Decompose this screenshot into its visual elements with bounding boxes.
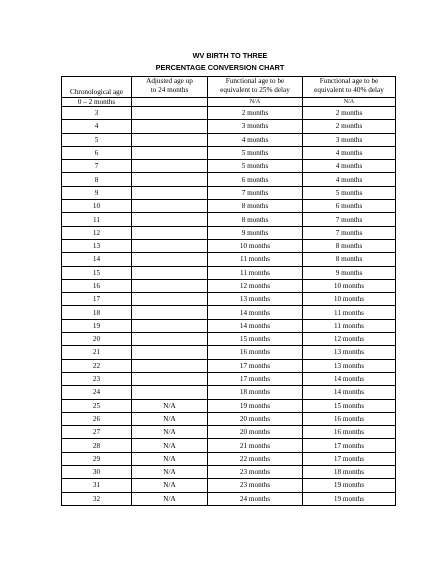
cell-functional-25: 8 months bbox=[208, 200, 303, 213]
document-subtitle: PERCENTAGE CONVERSION CHART bbox=[155, 63, 285, 72]
cell-functional-40: 5 months bbox=[303, 186, 396, 199]
cell-chronological-age: 19 bbox=[62, 319, 132, 332]
cell-adjusted-age bbox=[132, 133, 208, 146]
cell-functional-25: 11 months bbox=[208, 253, 303, 266]
cell-functional-40: 14 months bbox=[303, 386, 396, 399]
cell-adjusted-age bbox=[132, 186, 208, 199]
cell-adjusted-age bbox=[132, 359, 208, 372]
cell-functional-40: 16 months bbox=[303, 426, 396, 439]
table-row bbox=[62, 372, 396, 385]
cell-functional-25: 10 months bbox=[208, 239, 303, 252]
cell-functional-25: 23 months bbox=[208, 466, 303, 479]
cell-functional-25: 20 months bbox=[208, 426, 303, 439]
cell-functional-25: 21 months bbox=[208, 439, 303, 452]
cell-functional-25: 20 months bbox=[208, 412, 303, 425]
cell-functional-40: 6 months bbox=[303, 200, 396, 213]
cell-functional-40: 19 months bbox=[303, 492, 396, 505]
cell-functional-40: 10 months bbox=[303, 279, 396, 292]
cell-adjusted-age: N/A bbox=[132, 466, 208, 479]
cell-chronological-age: 23 bbox=[62, 372, 132, 385]
header-functional-25-line2: equivalent to 25% delay bbox=[220, 86, 290, 94]
table-row bbox=[62, 319, 396, 332]
cell-functional-25: 2 months bbox=[208, 107, 303, 120]
cell-adjusted-age bbox=[132, 98, 208, 107]
cell-adjusted-age bbox=[132, 173, 208, 186]
cell-chronological-age: 22 bbox=[62, 359, 132, 372]
cell-adjusted-age bbox=[132, 386, 208, 399]
table-row bbox=[62, 386, 396, 399]
cell-adjusted-age bbox=[132, 266, 208, 279]
cell-adjusted-age bbox=[132, 253, 208, 266]
cell-chronological-age: 6 bbox=[62, 146, 132, 159]
table-row bbox=[62, 186, 396, 199]
cell-functional-40: 2 months bbox=[303, 120, 396, 133]
table-header bbox=[62, 77, 396, 98]
cell-chronological-age: 27 bbox=[62, 426, 132, 439]
table-row bbox=[62, 452, 396, 465]
cell-functional-25: 5 months bbox=[208, 146, 303, 159]
table-row bbox=[62, 173, 396, 186]
cell-chronological-age: 20 bbox=[62, 333, 132, 346]
cell-adjusted-age bbox=[132, 160, 208, 173]
table-row bbox=[62, 359, 396, 372]
cell-chronological-age: 32 bbox=[62, 492, 132, 505]
table-row bbox=[62, 133, 396, 146]
header-adjusted-age bbox=[132, 77, 208, 98]
cell-functional-40: N/A bbox=[303, 98, 396, 107]
table-row bbox=[62, 479, 396, 492]
cell-adjusted-age bbox=[132, 239, 208, 252]
cell-adjusted-age bbox=[132, 319, 208, 332]
table-row bbox=[62, 120, 396, 133]
cell-functional-25: 23 months bbox=[208, 479, 303, 492]
cell-functional-40: 2 months bbox=[303, 107, 396, 120]
header-chronological-age bbox=[62, 77, 132, 98]
cell-functional-25: 19 months bbox=[208, 399, 303, 412]
table-row bbox=[62, 266, 396, 279]
cell-chronological-age: 31 bbox=[62, 479, 132, 492]
cell-functional-40: 19 months bbox=[303, 479, 396, 492]
cell-functional-40: 4 months bbox=[303, 146, 396, 159]
cell-chronological-age: 8 bbox=[62, 173, 132, 186]
table-row bbox=[62, 160, 396, 173]
cell-functional-25: 14 months bbox=[208, 306, 303, 319]
cell-adjusted-age bbox=[132, 107, 208, 120]
cell-chronological-age: 14 bbox=[62, 253, 132, 266]
cell-chronological-age: 15 bbox=[62, 266, 132, 279]
table-row bbox=[62, 426, 396, 439]
table-row bbox=[62, 200, 396, 213]
table-row bbox=[62, 107, 396, 120]
cell-functional-40: 9 months bbox=[303, 266, 396, 279]
cell-functional-40: 7 months bbox=[303, 226, 396, 239]
cell-adjusted-age: N/A bbox=[132, 452, 208, 465]
cell-functional-40: 4 months bbox=[303, 173, 396, 186]
cell-chronological-age: 21 bbox=[62, 346, 132, 359]
cell-functional-25: 24 months bbox=[208, 492, 303, 505]
cell-functional-25: 16 months bbox=[208, 346, 303, 359]
cell-chronological-age: 24 bbox=[62, 386, 132, 399]
cell-functional-25: 7 months bbox=[208, 186, 303, 199]
cell-chronological-age: 10 bbox=[62, 200, 132, 213]
table-row bbox=[62, 346, 396, 359]
document-header bbox=[0, 50, 440, 74]
cell-adjusted-age bbox=[132, 372, 208, 385]
header-functional-40-line1: Functional age to be bbox=[319, 77, 379, 85]
cell-chronological-age: 9 bbox=[62, 186, 132, 199]
table-row bbox=[62, 293, 396, 306]
cell-functional-40: 13 months bbox=[303, 346, 396, 359]
cell-functional-25: 11 months bbox=[208, 266, 303, 279]
cell-functional-25: 8 months bbox=[208, 213, 303, 226]
cell-adjusted-age bbox=[132, 293, 208, 306]
cell-functional-25: 9 months bbox=[208, 226, 303, 239]
cell-functional-25: 5 months bbox=[208, 160, 303, 173]
cell-functional-25: 17 months bbox=[208, 359, 303, 372]
table-row bbox=[62, 279, 396, 292]
cell-chronological-age: 25 bbox=[62, 399, 132, 412]
cell-functional-40: 8 months bbox=[303, 239, 396, 252]
cell-adjusted-age bbox=[132, 226, 208, 239]
table-row bbox=[62, 226, 396, 239]
cell-functional-40: 12 months bbox=[303, 333, 396, 346]
cell-chronological-age: 26 bbox=[62, 412, 132, 425]
table-row bbox=[62, 399, 396, 412]
cell-adjusted-age bbox=[132, 213, 208, 226]
cell-adjusted-age: N/A bbox=[132, 412, 208, 425]
cell-chronological-age: 17 bbox=[62, 293, 132, 306]
cell-chronological-age: 13 bbox=[62, 239, 132, 252]
cell-functional-25: 6 months bbox=[208, 173, 303, 186]
cell-chronological-age: 5 bbox=[62, 133, 132, 146]
header-adjusted-age-line1: Adjusted age up bbox=[146, 77, 193, 85]
cell-functional-40: 14 months bbox=[303, 372, 396, 385]
cell-chronological-age: 12 bbox=[62, 226, 132, 239]
cell-functional-25: 17 months bbox=[208, 372, 303, 385]
cell-functional-25: N/A bbox=[208, 98, 303, 107]
cell-adjusted-age bbox=[132, 306, 208, 319]
cell-functional-40: 11 months bbox=[303, 319, 396, 332]
cell-adjusted-age: N/A bbox=[132, 479, 208, 492]
header-functional-25-line1: Functional age to be bbox=[225, 77, 285, 85]
cell-chronological-age: 7 bbox=[62, 160, 132, 173]
cell-adjusted-age: N/A bbox=[132, 439, 208, 452]
cell-functional-25: 13 months bbox=[208, 293, 303, 306]
cell-functional-25: 22 months bbox=[208, 452, 303, 465]
table-row bbox=[62, 253, 396, 266]
table-body bbox=[62, 98, 396, 506]
cell-chronological-age: 30 bbox=[62, 466, 132, 479]
cell-functional-25: 3 months bbox=[208, 120, 303, 133]
cell-functional-25: 14 months bbox=[208, 319, 303, 332]
cell-functional-40: 4 months bbox=[303, 160, 396, 173]
cell-functional-40: 10 months bbox=[303, 293, 396, 306]
cell-functional-40: 13 months bbox=[303, 359, 396, 372]
cell-functional-40: 15 months bbox=[303, 399, 396, 412]
cell-adjusted-age bbox=[132, 146, 208, 159]
cell-adjusted-age bbox=[132, 333, 208, 346]
table-row bbox=[62, 239, 396, 252]
table-row bbox=[62, 412, 396, 425]
cell-chronological-age: 18 bbox=[62, 306, 132, 319]
cell-functional-25: 15 months bbox=[208, 333, 303, 346]
cell-adjusted-age: N/A bbox=[132, 426, 208, 439]
table-row-first bbox=[62, 98, 396, 107]
cell-functional-25: 18 months bbox=[208, 386, 303, 399]
table-row bbox=[62, 466, 396, 479]
cell-functional-40: 3 months bbox=[303, 133, 396, 146]
cell-functional-25: 4 months bbox=[208, 133, 303, 146]
table-row bbox=[62, 492, 396, 505]
cell-functional-25: 12 months bbox=[208, 279, 303, 292]
cell-functional-40: 17 months bbox=[303, 439, 396, 452]
cell-chronological-age: 3 bbox=[62, 107, 132, 120]
table-row bbox=[62, 439, 396, 452]
cell-functional-40: 16 months bbox=[303, 412, 396, 425]
cell-functional-40: 11 months bbox=[303, 306, 396, 319]
header-row bbox=[62, 77, 396, 98]
table-row bbox=[62, 213, 396, 226]
cell-chronological-age: 29 bbox=[62, 452, 132, 465]
cell-chronological-age: 16 bbox=[62, 279, 132, 292]
cell-adjusted-age bbox=[132, 346, 208, 359]
cell-chronological-age: 11 bbox=[62, 213, 132, 226]
header-functional-25 bbox=[208, 77, 303, 98]
header-adjusted-age-line2: to 24 months bbox=[150, 86, 189, 94]
header-functional-40-line2: equivalent to 40% delay bbox=[314, 86, 384, 94]
cell-adjusted-age: N/A bbox=[132, 399, 208, 412]
header-functional-40 bbox=[303, 77, 396, 98]
cell-functional-40: 7 months bbox=[303, 213, 396, 226]
cell-chronological-age: 4 bbox=[62, 120, 132, 133]
cell-functional-40: 8 months bbox=[303, 253, 396, 266]
document-title: WV BIRTH TO THREE bbox=[192, 51, 268, 60]
table-row bbox=[62, 333, 396, 346]
cell-functional-40: 18 months bbox=[303, 466, 396, 479]
header-chronological-age-text: Chronological age bbox=[70, 88, 123, 96]
cell-chronological-age: 28 bbox=[62, 439, 132, 452]
table-row bbox=[62, 146, 396, 159]
cell-adjusted-age bbox=[132, 120, 208, 133]
cell-adjusted-age bbox=[132, 200, 208, 213]
cell-adjusted-age bbox=[132, 279, 208, 292]
table-row bbox=[62, 306, 396, 319]
cell-functional-40: 17 months bbox=[303, 452, 396, 465]
cell-chronological-age: 0 – 2 months bbox=[62, 98, 132, 107]
cell-adjusted-age: N/A bbox=[132, 492, 208, 505]
conversion-table bbox=[61, 76, 396, 506]
